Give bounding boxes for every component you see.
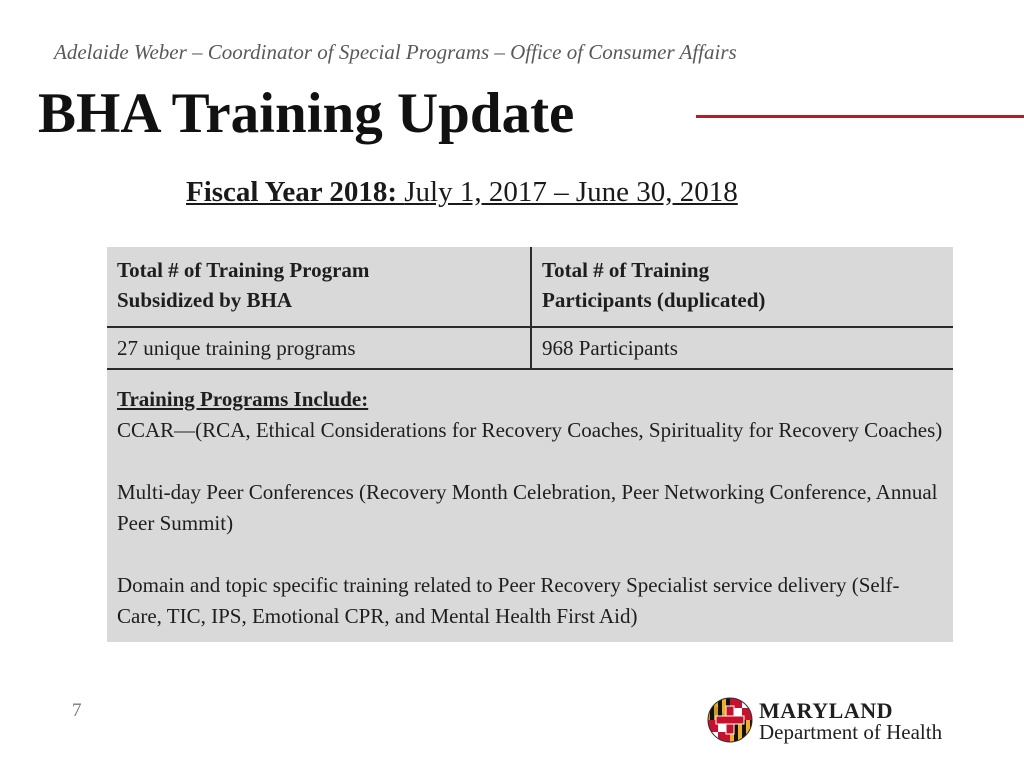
notes-heading: Training Programs Include: — [117, 387, 369, 411]
presenter-subtitle: Adelaide Weber – Coordinator of Special Programs – Office of Consumer Affairs — [54, 40, 737, 64]
page-number: 7 — [72, 700, 82, 721]
title-divider — [696, 115, 1024, 118]
value-programs: 27 unique training programs — [107, 327, 531, 369]
logo-text-maryland: MARYLAND — [759, 698, 893, 723]
notes-item-ccar: CCAR—(RCA, Ethical Considerations for Recovery Coaches, Spirituality for Recovery Coaches) — [117, 418, 943, 442]
slide-title: BHA Training Update — [38, 82, 575, 145]
fiscal-year-label: Fiscal Year 2018: — [186, 176, 398, 208]
header-cell-participants — [531, 247, 953, 327]
maryland-health-logo — [706, 696, 956, 746]
notes-cell — [107, 369, 953, 642]
table-value-row — [107, 327, 953, 369]
table-notes-row — [107, 369, 953, 642]
header-programs-line1: Total # of Training Program — [117, 258, 370, 282]
notes-item-domain-training: Domain and topic specific training related to Peer Recovery Specialist service delivery (Self-Care, TIC, IPS, Emotional CPR, and Mental Health First Aid) — [117, 573, 900, 628]
header-participants-line2: Participants (duplicated) — [542, 288, 766, 312]
notes-item-conferences: Multi-day Peer Conferences (Recovery Month Celebration, Peer Networking Conference, Annual Peer Summit) — [117, 480, 938, 535]
header-participants-line1: Total # of Training — [542, 258, 710, 282]
training-summary-table — [107, 247, 953, 642]
fiscal-year-line — [186, 176, 738, 209]
header-cell-programs — [107, 247, 531, 327]
fiscal-year-dates: July 1, 2017 – June 30, 2018 — [404, 176, 738, 208]
maryland-flag-icon — [706, 696, 754, 744]
value-participants: 968 Participants — [531, 327, 953, 369]
logo-text-department: Department of Health — [759, 720, 943, 744]
table-header-row — [107, 247, 953, 327]
header-programs-line2: Subsidized by BHA — [117, 288, 293, 312]
